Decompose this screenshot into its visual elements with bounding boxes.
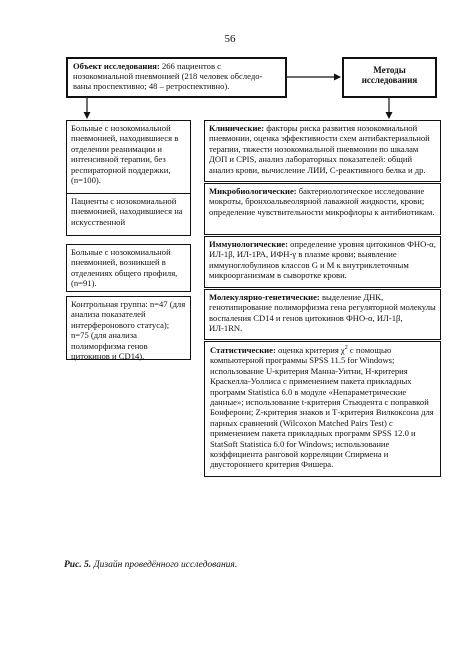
figure-caption-text: Дизайн проведённого исследования. [91, 560, 238, 570]
method-microbiological-text: бактериологическое исследование мокроты, бронхоальвеолярной лаважной жидкости, крови; определение чувствительности микрофлоры к антибиотикам. [209, 186, 435, 217]
method-statistical-label: Статистические: [210, 345, 276, 355]
method-molecular-genetic-text: выделение ДНК, генотипирование полиморфизма гена регуляторной молекулы воспаления CD14 и генов цитокинов ФНО-α, ИЛ-1β, ИЛ-1RN. [209, 292, 436, 334]
group-box-general-wards: Больные с нозокомиальной пневмонией, возникшей в отделениях общего профиля, (n=91). [66, 244, 191, 292]
chi-square-superscript: 2 [344, 345, 348, 352]
group-box-icu: Больные с нозокомиальной пневмонией, находившиеся в отделении реанимации и интенсивной терапии, без респираторной поддержки, (n=100). [66, 120, 191, 194]
method-immunological-label: Иммунологические: [209, 239, 288, 249]
study-object-label: Объект исследования: [73, 61, 160, 71]
method-statistical-text-before: оценка критерия χ [275, 345, 345, 355]
method-clinical-label: Клинические: [209, 123, 265, 133]
methods-title-line2: исследования [361, 75, 418, 86]
group-box-control: Контрольная группа: n=47 (для анализа показателей интерферонового статуса); n=75 (для анализа полиморфизма генов цитокинов и CD14). [66, 296, 191, 360]
figure-caption-label: Рис. 5. [64, 560, 92, 570]
page-number: 56 [224, 33, 236, 45]
study-object-text: 266 пациентов с нозокомиальной пневмонией (218 человек обследо-ваны проспективно; 48 – ретроспективно). [73, 61, 263, 91]
method-clinical-text: факторы риска развития нозокомиальной пневмонии, оценка эффективности схем антибактериальной терапии, тяжести нозокомиальной пневмонии по шкалам ДОП и CPIS, анализ лабораторных показателей: общий анализ крови, вычисление ЛИИ, С-реактивного белка и др. [209, 123, 430, 175]
method-molecular-genetic-label: Молекулярно-генетические: [209, 292, 320, 302]
group-box-ventilation: Пациенты с нозокомиальной пневмонией, находившиеся на искусственной [66, 193, 191, 236]
method-immunological-text: определение уровня цитокинов ФНО-α, ИЛ-1β, ИЛ-1РА, ИФН-γ в плазме крови; выявление иммуноглобулинов классов G и М к внутриклеточным микроорганизмам в сыворотке крови. [209, 239, 436, 281]
method-statistical-text-after: с помощью компьютерной программы SPSS 11.5 for Windows; использование U-критерия Манна-Уитни, Н-критерия Краскелла-Уоллиса с применением пакета прикладных программ Statistica 6.0 в модуле «Непараметрические данные»; использование t-критерия Стьюдента с поправкой Бонферони; Z-критерия знаков и Т-критерия Вилкоксона для парных сравнений (Wilcoxon Matched Pairs Test) с применением пакета прикладных программ SPSS 12.0 и StatSoft Statistica 6.0 for Windows; использование коэффициента ранговой корреляции Спирмена и двустороннего критерия Фишера. [210, 345, 434, 470]
method-microbiological-label: Микробиологические: [209, 186, 297, 196]
methods-title-line1: Методы [373, 65, 406, 75]
figure-caption [64, 560, 424, 570]
